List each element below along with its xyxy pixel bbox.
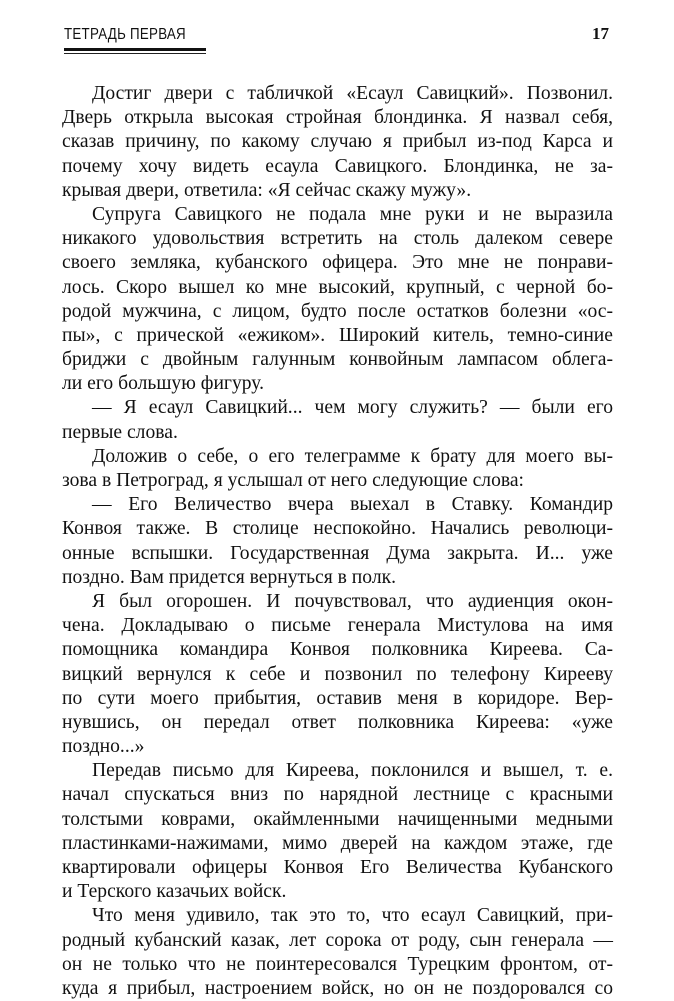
text-line: — Я есаул Савицкий... чем могу служить? — были его [92, 397, 613, 419]
text-line: куда я прибыл, настроением войск, но он не поздоровался со [62, 977, 613, 999]
text-line: Доложив о себе, о его телеграмме к брату для моего вы- [92, 445, 613, 467]
text-line: Передав письмо для Киреева, поклонился и вышел, т. е. [92, 760, 613, 782]
text-line: квартировали офицеры Конвоя Его Величества Кубанского [62, 857, 613, 878]
running-head [64, 26, 206, 44]
text-line: по сути моего прибытия, оставив меня в коридоре. Вер- [62, 687, 613, 709]
text-line: поздно...» [62, 736, 145, 758]
text-line: никакого удовольствия встретить на столь далеком севере [62, 228, 613, 250]
text-line: своего земляка, кубанского офицера. Это мне не понрави- [62, 252, 613, 274]
text-line: поздно. Вам придется вернуться в полк. [62, 566, 397, 588]
text-line: Что меня удивило, так это то, что есаул Савицкий, при- [92, 905, 613, 927]
text-line: ли его большую фигуру. [62, 373, 265, 395]
text-line: Дверь открыла высокая стройная блондинка. Я назвал себя, [62, 107, 613, 129]
text-line: почему хочу видеть есаула Савицкого. Блондинка, не за- [62, 155, 613, 177]
text-line: зова в Петроград, я услышал от него следующие слова: [62, 470, 524, 491]
header-rule-thin [64, 53, 206, 54]
text-line: бриджи с двойным галунным конвойным лампасом облега- [62, 349, 613, 371]
text-line: пы», с прической «ежиком». Широкий китель, темно-синие [62, 324, 613, 346]
text-line: первые слова. [62, 421, 178, 443]
text-line: родой мужчина, с лицом, будто после остатков болезни «ос- [62, 300, 613, 322]
text-line: начал спускаться вниз по нарядной лестнице с красными [62, 784, 613, 806]
text-line: он не только что не поинтересовался Турецким фронтом, от- [62, 953, 613, 975]
text-line: вицкий вернулся к себе и позвонил по телефону Кирееву [62, 663, 613, 685]
body-text [62, 82, 613, 1001]
text-line: крывая двери, ответила: «Я сейчас скажу мужу». [62, 179, 472, 201]
text-line: Я был огорошен. И почувствовал, что аудиенция окон- [92, 590, 613, 612]
page-number: 17 [592, 24, 609, 43]
text-line: Достиг двери с табличкой «Есаул Савицкий». Позвонил. [92, 83, 613, 104]
text-line: Супруга Савицкого не подала мне руки и не выразила [92, 203, 613, 225]
text-line: родный кубанский казак, лет сорока от роду, сын генерала — [62, 929, 613, 951]
text-line: лось. Скоро вышел ко мне высокий, крупный, с черной бо- [62, 276, 613, 298]
text-line: помощника командира Конвоя полковника Киреева. Са- [62, 639, 613, 661]
text-line: чена. Докладываю о письме генерала Мистулова на имя [62, 615, 613, 637]
text-line: нувшись, он передал ответ полковника Киреева: «уже [62, 711, 613, 733]
text-line: и Терского казачьих войск. [62, 881, 287, 903]
text-line: пластинками-нажимами, мимо дверей на каждом этаже, где [62, 832, 613, 854]
header-rule-thick [64, 48, 206, 51]
running-title: ТЕТРАДЬ ПЕРВАЯ [64, 26, 186, 43]
text-line: онные вспышки. Государственная Дума закрыта. И... уже [62, 542, 613, 564]
text-line: Конвоя также. В столице неспокойно. Начались революци- [62, 518, 613, 540]
text-line: сказав причину, по какому случаю я прибыл из-под Карса и [62, 131, 613, 153]
text-line: — Его Величество вчера выехал в Ставку. Командир [92, 494, 613, 516]
text-line: толстыми коврами, окаймленными начищенными медными [62, 808, 613, 830]
